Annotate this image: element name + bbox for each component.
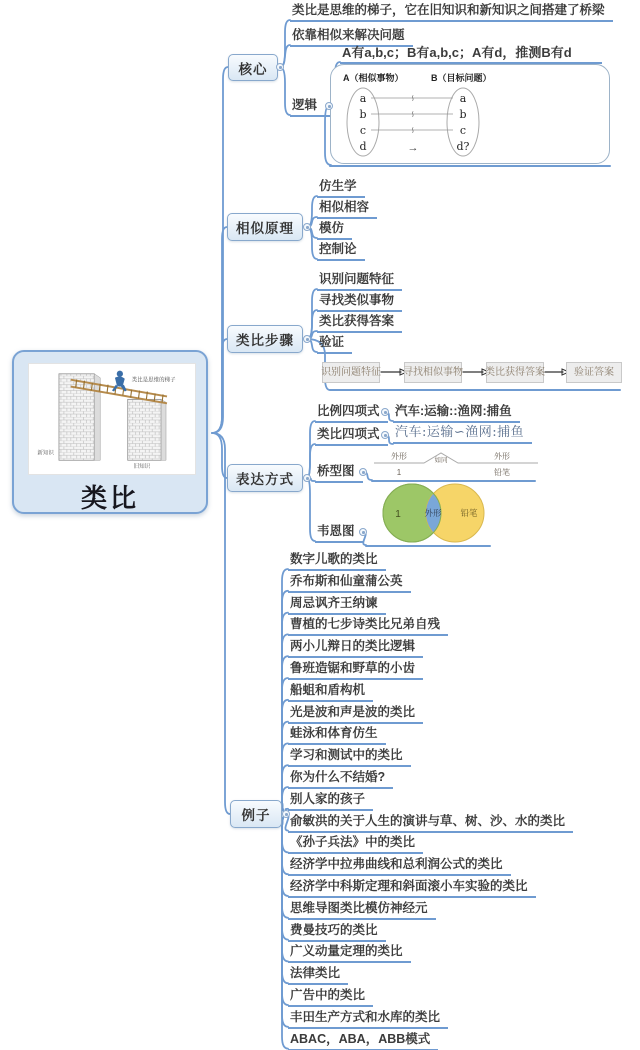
logic-mapping-image[interactable] xyxy=(330,64,610,164)
topic-proportion-value[interactable]: 汽车:运输::渔网:捕鱼 xyxy=(393,403,520,423)
bridge-diagram-image[interactable] xyxy=(372,448,540,482)
collapse-toggle[interactable] xyxy=(276,63,284,71)
topic-step[interactable]: 识别问题特征 xyxy=(317,271,402,291)
connector xyxy=(307,444,315,478)
branch-core[interactable] xyxy=(228,54,278,81)
set-b-item: b xyxy=(459,108,467,121)
venn-overlap-label: 外形 xyxy=(424,508,442,518)
branch-examples-label: 例子 xyxy=(241,808,271,823)
topic-similarity-item[interactable]: 相似相容 xyxy=(317,199,377,219)
example-topic[interactable]: 蛙泳和体育仿生 xyxy=(288,725,386,745)
bridge-middle: 如同 xyxy=(434,457,448,464)
old-knowledge-wall xyxy=(128,399,161,460)
branch-examples[interactable] xyxy=(230,800,282,828)
topic-similarity-item[interactable]: 控制论 xyxy=(317,241,365,261)
example-topic[interactable]: 丰田生产方式和水库的类比 xyxy=(288,1009,448,1029)
topic-similarity-item[interactable]: 仿生学 xyxy=(317,178,365,198)
example-topic[interactable]: 俞敏洪的关于人生的演讲与草、树、沙、水的类比 xyxy=(288,813,573,833)
similar-symbol: ∽ xyxy=(408,94,418,102)
example-topic[interactable]: 乔布斯和仙童蒲公英 xyxy=(288,573,411,593)
set-a-item: c xyxy=(359,124,367,137)
topic-logic-rule[interactable]: A有a,b,c；B有a,b,c；A有d，推测B有d xyxy=(340,44,602,64)
similar-symbol: ∽ xyxy=(408,126,418,134)
bridge-left-top: 外形 xyxy=(391,452,407,461)
bridge-right-top: 外形 xyxy=(494,452,510,461)
flow-step: 寻找相似事物 xyxy=(404,362,462,383)
example-topic[interactable]: 曹植的七步诗类比兄弟自残 xyxy=(288,616,448,636)
flow-step: 类比获得答案 xyxy=(486,362,544,383)
topic-step[interactable]: 验证 xyxy=(317,334,352,354)
similar-symbol: ∽ xyxy=(408,110,418,118)
topic-step[interactable]: 寻找类似事物 xyxy=(317,292,402,312)
set-a-item: a xyxy=(359,92,367,105)
connector xyxy=(212,227,227,433)
connector xyxy=(212,339,227,433)
venn-diagram-image[interactable] xyxy=(378,482,490,544)
example-topic[interactable]: 你为什么不结婚? xyxy=(288,769,393,789)
collapse-toggle[interactable] xyxy=(303,223,311,231)
topic-analogy-label[interactable]: 类比四项式 xyxy=(315,426,388,446)
set-b-item: d? xyxy=(456,140,470,153)
set-b-item: a xyxy=(459,92,467,105)
flow-step: 验证答案 xyxy=(566,362,622,383)
collapse-toggle[interactable] xyxy=(359,528,367,536)
branch-steps-label: 类比步骤 xyxy=(236,333,294,348)
branch-similarity[interactable] xyxy=(227,213,303,241)
topic-similarity-solve[interactable]: 依靠相似来解决问题 xyxy=(290,27,413,47)
example-topic[interactable]: 鲁班造锯和野草的小齿 xyxy=(288,660,423,680)
topic-ladder-quote[interactable]: 类比是思维的梯子，它在旧知识和新知识之间搭建了桥梁 xyxy=(290,2,613,22)
branch-steps[interactable] xyxy=(227,325,303,353)
collapse-toggle[interactable] xyxy=(381,431,389,439)
example-topic[interactable]: 《孙子兵法》中的类比 xyxy=(288,834,423,854)
collapse-toggle[interactable] xyxy=(381,408,389,416)
collapse-toggle[interactable] xyxy=(303,335,311,343)
example-topic[interactable]: 经济学中科斯定理和斜面滚小车实验的类比 xyxy=(288,878,536,898)
example-topic[interactable]: 广义动量定理的类比 xyxy=(288,943,411,963)
flow-step: 识别问题特征 xyxy=(322,362,380,383)
example-topic[interactable]: 经济学中拉弗曲线和总利润公式的类比 xyxy=(288,856,511,876)
topic-proportion-label[interactable]: 比例四项式 xyxy=(315,403,388,423)
topic-bridge-label[interactable]: 桥型图 xyxy=(315,463,363,483)
topic-analogy-value[interactable]: 汽车:运输∽渔网:捕鱼 xyxy=(393,424,532,444)
set-a-item: b xyxy=(359,108,367,121)
venn-left-label: 1 xyxy=(395,509,401,520)
connector xyxy=(307,478,315,541)
branch-expression[interactable] xyxy=(227,464,303,492)
right-wall-label: 旧知识 xyxy=(133,464,151,471)
branch-similarity-label: 相似原理 xyxy=(236,221,294,236)
bridge-left-bottom: 1 xyxy=(396,468,402,477)
example-topic[interactable]: 学习和测试中的类比 xyxy=(288,747,411,767)
ladder-wall-illustration xyxy=(28,363,196,475)
topic-similarity-item[interactable]: 模仿 xyxy=(317,220,352,240)
example-topic[interactable]: 光是波和声是波的类比 xyxy=(288,704,423,724)
set-a-title: A（相似事物） xyxy=(343,73,404,83)
example-topic[interactable]: 数字儿歌的类比 xyxy=(288,551,386,571)
collapse-toggle[interactable] xyxy=(282,810,290,818)
connector xyxy=(280,67,290,115)
topic-venn-label[interactable]: 韦恩图 xyxy=(315,523,363,543)
example-topic[interactable]: 广告中的类比 xyxy=(288,987,373,1007)
example-topic[interactable]: 两小儿辩日的类比逻辑 xyxy=(288,638,423,658)
collapse-toggle[interactable] xyxy=(325,102,333,110)
topic-logic[interactable]: 逻辑 xyxy=(290,97,332,117)
connector xyxy=(212,67,228,433)
illustration-caption: 类比是思维的梯子 xyxy=(131,377,176,384)
branch-core-label: 核心 xyxy=(238,61,268,77)
infer-arrow: → xyxy=(407,142,419,154)
collapse-toggle[interactable] xyxy=(303,474,311,482)
example-topic[interactable]: 费曼技巧的类比 xyxy=(288,922,386,942)
example-topic[interactable]: 周忌讽齐王纳谏 xyxy=(288,595,386,615)
topic-step[interactable]: 类比获得答案 xyxy=(317,313,402,333)
venn-right-label: 铅笔 xyxy=(460,508,478,518)
example-topic[interactable]: 船蛆和盾构机 xyxy=(288,682,373,702)
collapse-toggle[interactable] xyxy=(359,468,367,476)
central-topic-label: 类比 xyxy=(80,483,139,513)
central-topic[interactable] xyxy=(12,350,208,514)
set-a-item: d xyxy=(359,140,367,153)
bridge-right-bottom: 铅笔 xyxy=(494,468,510,477)
example-topic[interactable]: ABAC，ABA，ABB模式 xyxy=(288,1031,438,1050)
set-b-item: c xyxy=(459,124,467,137)
example-topic[interactable]: 思维导图类比模仿神经元 xyxy=(288,900,436,920)
set-b-title: B（目标问题） xyxy=(431,73,492,83)
branch-expression-label: 表达方式 xyxy=(236,472,294,487)
example-topic[interactable]: 别人家的孩子 xyxy=(288,791,373,811)
logic-mapping-svg xyxy=(331,65,608,162)
left-wall-label: 新知识 xyxy=(37,450,54,457)
example-topic[interactable]: 法律类比 xyxy=(288,965,348,985)
